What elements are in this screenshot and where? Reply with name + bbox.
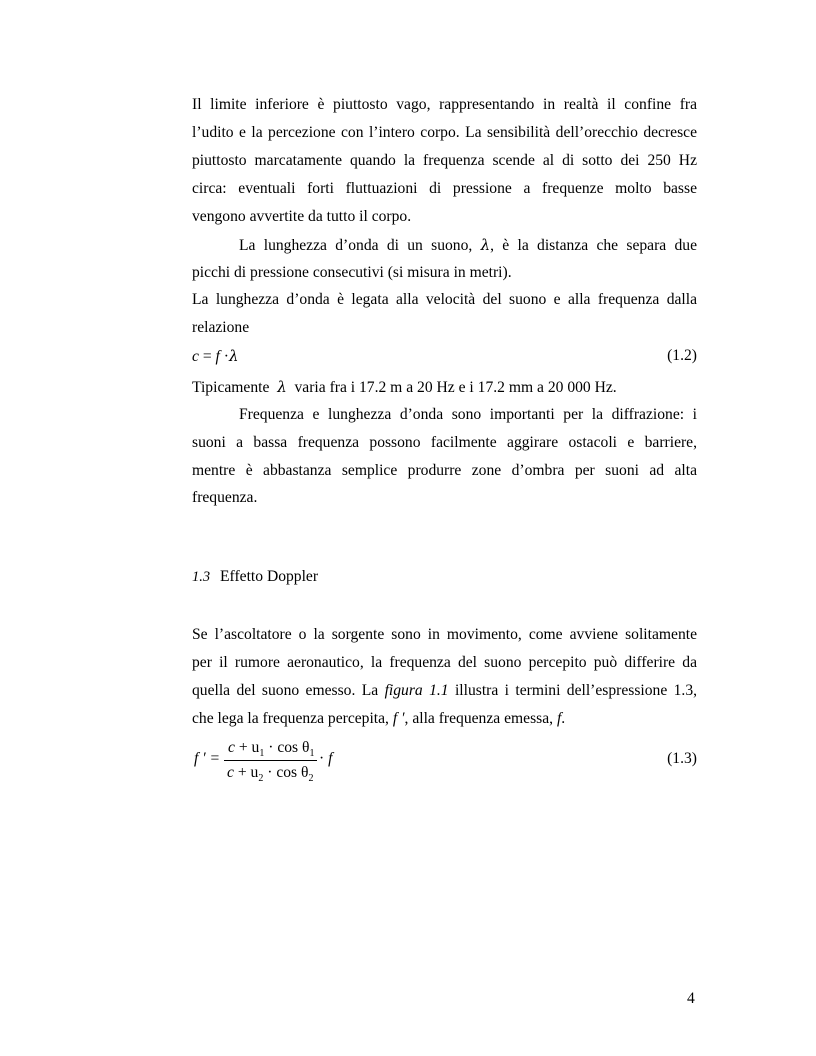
- section-heading: [192, 568, 318, 586]
- eq-numerator: [228, 739, 314, 757]
- f-prime-symbol: f ′: [392, 710, 405, 727]
- equation-number: (1.3): [667, 750, 697, 767]
- eq-subscript: 1: [259, 748, 265, 759]
- paragraph-line: Il limite inferiore è piuttosto vago, rappresentando in realtà il confine fra: [192, 96, 697, 113]
- equation-1-2: [192, 346, 697, 367]
- paragraph-line: picchi di pressione consecutivi (si misura in metri).: [192, 264, 512, 281]
- eq-c: c: [192, 348, 199, 365]
- paragraph-line: piuttosto marcatamente quando la frequenza scende al di sotto dei 250 Hz: [192, 152, 697, 169]
- paragraph-line: l’udito e la percezione con l’intero corpo. La sensibilità dell’orecchio decresce: [192, 124, 697, 141]
- paragraph-line: vengono avvertite da tutto il corpo.: [192, 208, 412, 225]
- section-number: 1.3: [192, 569, 211, 585]
- text-span: quella del suono emesso. La: [192, 682, 379, 699]
- eq-subscript: 2: [258, 773, 264, 784]
- eq-cos: · cos θ: [267, 764, 309, 781]
- paragraph-line: [192, 681, 697, 701]
- equation-number: (1.2): [667, 347, 697, 364]
- eq-dot: ·: [319, 750, 325, 767]
- eq-cos: · cos θ: [268, 739, 310, 756]
- paragraph-line: Frequenza e lunghezza d’onda sono importanti per la diffrazione: i: [239, 406, 697, 423]
- eq-denominator: [227, 764, 313, 782]
- eq-equals: =: [202, 348, 212, 365]
- text-span: varia fra i 17.2 m a 20 Hz e i 17.2 mm a 20 000 Hz.: [294, 379, 617, 396]
- text-span: .: [561, 710, 566, 727]
- eq-lhs: f ′ =: [194, 750, 221, 767]
- paragraph-line: circa: eventuali forti fluttuazioni di pressione a frequenze molto basse: [192, 180, 697, 197]
- eq-plus-u: + u: [238, 739, 260, 756]
- eq-subscript: 1: [309, 748, 315, 759]
- paragraph-line: mentre è abbastanza semplice produrre zone d’ombra per suoni ad alta: [192, 462, 697, 479]
- eq-c: c: [228, 739, 235, 756]
- lambda-symbol: λ: [480, 236, 491, 254]
- eq-tail: [319, 750, 332, 768]
- paragraph-line: relazione: [192, 319, 250, 336]
- paragraph-line: La lunghezza d’onda è legata alla velocità del suono e alla frequenza dalla: [192, 291, 697, 308]
- text-span: , alla frequenza emessa,: [404, 710, 554, 727]
- eq-dot: ·: [223, 348, 229, 365]
- eq-subscript: 2: [308, 773, 314, 784]
- paragraph-line: frequenza.: [192, 489, 258, 506]
- paragraph-line: per il rumore aeronautico, la frequenza del suono percepito può differire da: [192, 654, 697, 671]
- eq-plus-u: + u: [237, 764, 259, 781]
- fraction-bar: [224, 760, 317, 761]
- equation-1-3: [192, 739, 697, 789]
- text-span: Tipicamente: [192, 379, 270, 396]
- text-span: La lunghezza d’onda di un suono,: [239, 237, 473, 254]
- lambda-symbol: λ: [277, 378, 287, 396]
- paragraph-line: [192, 377, 697, 398]
- paragraph-line: Se l’ascoltatore o la sorgente sono in movimento, come avviene solitamente: [192, 626, 697, 643]
- eq-f: f: [328, 750, 333, 767]
- f-symbol: f: [556, 710, 562, 727]
- eq-f: f: [215, 348, 220, 365]
- eq-c: c: [227, 764, 234, 781]
- paragraph-line: suoni a bassa frequenza possono facilmente aggirare ostacoli e barriere,: [192, 434, 697, 451]
- text-span: , è la distanza che separa due: [490, 237, 697, 254]
- section-title: Effetto Doppler: [220, 568, 319, 585]
- paragraph-line: [192, 709, 697, 729]
- page-number: 4: [687, 990, 695, 1007]
- paragraph-line: [192, 235, 697, 256]
- text-span: illustra i termini dell’espressione 1.3,: [454, 682, 698, 699]
- lambda-symbol: λ: [228, 347, 239, 365]
- text-span: che lega la frequenza percepita,: [192, 710, 389, 727]
- figure-reference: figura 1.1: [384, 682, 449, 699]
